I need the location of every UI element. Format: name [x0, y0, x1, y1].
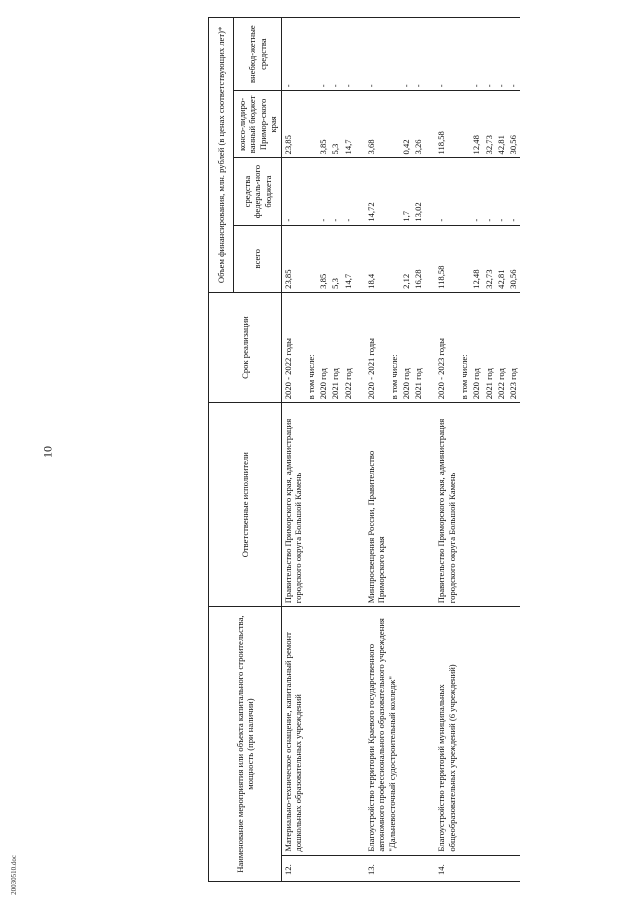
table-subrow [483, 18, 495, 882]
year-regional: 5,3 [329, 91, 341, 158]
year-federal: - [329, 158, 341, 225]
footer-filename: 20030510.doc [10, 855, 18, 895]
header-executors: Ответственные исполнители [209, 403, 282, 607]
year-federal: - [495, 158, 507, 225]
year-label: 2020 год [470, 292, 482, 402]
table-body [282, 18, 520, 882]
row-executors: Минпросвещения России, Правительство Приморского края [365, 403, 388, 607]
header-term: Срок реализации [209, 292, 282, 402]
year-regional: 12,48 [470, 91, 482, 158]
year-extra: - [329, 18, 341, 91]
year-extra: - [495, 18, 507, 91]
row-number: 12. [282, 855, 305, 881]
table-subrow [458, 18, 470, 882]
year-extra: - [400, 18, 412, 91]
row-term: 2020 - 2023 годы [435, 292, 458, 402]
year-total: 5,3 [329, 225, 341, 292]
table-subrow [342, 18, 354, 882]
row-extra: - [435, 18, 458, 91]
table-header [209, 18, 282, 882]
header-funding: Объем финансирования, млн. рублей (в ценах соответствующих лет)* [209, 18, 234, 293]
row-extra: - [365, 18, 388, 91]
sub-label: в том числе: [458, 292, 470, 402]
row-name: Материально-техническое оснащение, капитальный ремонт дошкольных образовательных учреждений [282, 607, 305, 855]
table-subrow [305, 18, 317, 882]
year-federal: - [483, 158, 495, 225]
year-extra: - [507, 18, 519, 91]
row-total: 118,58 [435, 225, 458, 292]
year-total: 42,81 [495, 225, 507, 292]
year-label: 2023 год [507, 292, 519, 402]
year-label: 2022 год [495, 292, 507, 402]
row-executors: Правительство Приморского края, администрация городского округа Большой Камень [435, 403, 458, 607]
table-subrow [470, 18, 482, 882]
year-regional: 3,26 [412, 91, 424, 158]
year-extra: - [317, 18, 329, 91]
row-number: 14. [435, 855, 458, 881]
year-regional: 0,42 [400, 91, 412, 158]
year-label: 2021 год [329, 292, 341, 402]
year-federal: - [317, 158, 329, 225]
sub-label: в том числе: [388, 292, 400, 402]
year-regional: 14,7 [342, 91, 354, 158]
row-executors: Правительство Приморского края, администрация городского округа Большой Камень [282, 403, 305, 607]
year-regional: 42,81 [495, 91, 507, 158]
row-regional: 23,85 [282, 91, 305, 158]
year-label: 2020 год [317, 292, 329, 402]
row-term: 2020 - 2022 годы [282, 292, 305, 402]
row-regional: 3,68 [365, 91, 388, 158]
row-name: Благоустройство территорий муниципальных общеобразовательных учреждений (6 учреждений) [435, 607, 458, 855]
table-row [435, 18, 458, 882]
year-federal: 1,7 [400, 158, 412, 225]
table-subrow [317, 18, 329, 882]
year-total: 14,7 [342, 225, 354, 292]
header-extra: внебюд-жетные средства [234, 18, 282, 91]
year-label: 2021 год [412, 292, 424, 402]
row-federal: - [282, 158, 305, 225]
year-federal: - [507, 158, 519, 225]
row-total: 18,4 [365, 225, 388, 292]
year-total: 3,85 [317, 225, 329, 292]
year-label: 2021 год [483, 292, 495, 402]
row-federal: 14,72 [365, 158, 388, 225]
row-number: 13. [365, 855, 388, 881]
row-name: Благоустройство территории Краевого государственного автономного профессионального образовательного учреждения "Дальневосточный судостроительный колледж" [365, 607, 425, 855]
year-label: 2022 год [342, 292, 354, 402]
year-total: 2,12 [400, 225, 412, 292]
year-extra: - [470, 18, 482, 91]
sub-label: в том числе: [305, 292, 317, 402]
table-row [365, 18, 388, 882]
year-federal: - [470, 158, 482, 225]
funding-table [208, 17, 520, 882]
year-extra: - [483, 18, 495, 91]
table-row [282, 18, 305, 882]
year-total: 32,73 [483, 225, 495, 292]
page-number: 10 [40, 446, 55, 458]
year-regional: 30,56 [507, 91, 519, 158]
year-label: 2020 год [400, 292, 412, 402]
table-subrow [507, 18, 519, 882]
header-name: Наименование мероприятия или объекта капитального строительства, мощность (при наличии) [209, 607, 282, 882]
row-extra: - [282, 18, 305, 91]
funding-table-sheet [208, 17, 603, 882]
header-federal: средства федераль-ного бюджета [234, 158, 282, 225]
year-regional: 3,85 [317, 91, 329, 158]
year-extra: - [412, 18, 424, 91]
year-total: 30,56 [507, 225, 519, 292]
table-subrow [329, 18, 341, 882]
year-total: 16,28 [412, 225, 424, 292]
row-term: 2020 - 2021 годы [365, 292, 388, 402]
year-extra: - [342, 18, 354, 91]
header-total: всего [234, 225, 282, 292]
row-federal: - [435, 158, 458, 225]
row-regional: 118,58 [435, 91, 458, 158]
year-federal: - [342, 158, 354, 225]
year-total: 12,48 [470, 225, 482, 292]
row-total: 23,85 [282, 225, 305, 292]
year-regional: 32,73 [483, 91, 495, 158]
table-subrow [495, 18, 507, 882]
header-regional: консо-лидиро-ванный бюджет Примор-ского края [234, 91, 282, 158]
year-federal: 13,02 [412, 158, 424, 225]
